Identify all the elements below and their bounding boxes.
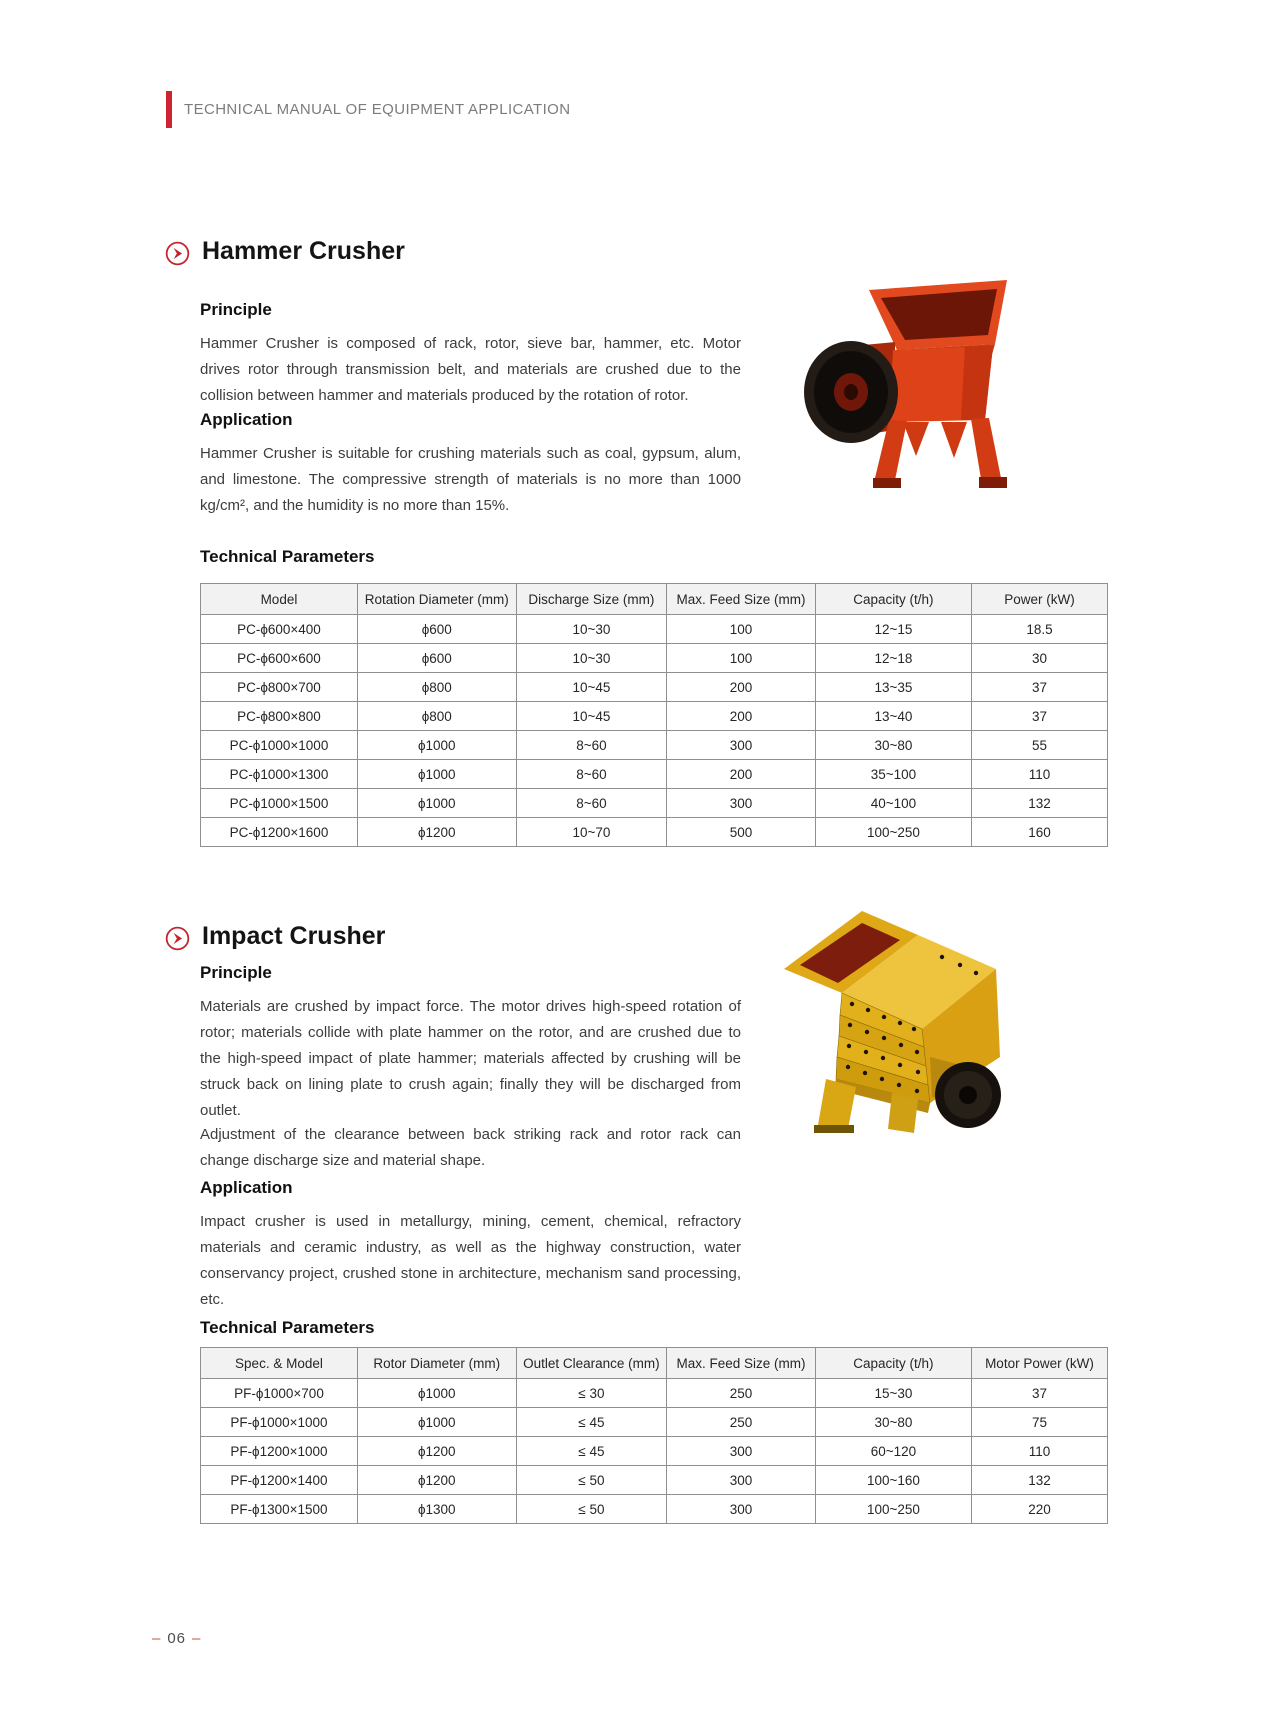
table-cell: ϕ1000: [357, 789, 516, 818]
table-cell: 10~30: [516, 615, 667, 644]
header-accent-bar: [166, 91, 172, 128]
impact-application-heading: Application: [200, 1178, 293, 1197]
column-header: Power (kW): [971, 584, 1107, 615]
table-cell: PC-ϕ800×700: [201, 673, 358, 702]
column-header: Spec. & Model: [201, 1348, 358, 1379]
table-cell: PF-ϕ1200×1400: [201, 1466, 358, 1495]
table-cell: ϕ1000: [357, 1379, 516, 1408]
table-cell: 250: [667, 1379, 816, 1408]
table-cell: ≤ 50: [516, 1495, 667, 1524]
table-row: [201, 818, 1108, 847]
impact-parameters-table: [200, 1347, 1108, 1524]
table-cell: ϕ1200: [357, 818, 516, 847]
table-cell: 10~45: [516, 673, 667, 702]
hammer-principle-heading: Principle: [200, 300, 272, 319]
table-cell: PF-ϕ1000×700: [201, 1379, 358, 1408]
table-cell: 10~45: [516, 702, 667, 731]
table-cell: ϕ800: [357, 673, 516, 702]
hammer-parameters-heading: Technical Parameters: [200, 547, 375, 566]
table-cell: PF-ϕ1300×1500: [201, 1495, 358, 1524]
table-cell: PC-ϕ600×600: [201, 644, 358, 673]
hammer-parameters-table: [200, 583, 1108, 847]
table-cell: ≤ 45: [516, 1408, 667, 1437]
column-header: Outlet Clearance (mm): [516, 1348, 667, 1379]
table-cell: 300: [667, 1466, 816, 1495]
table-cell: 12~15: [815, 615, 971, 644]
table-cell: ϕ1000: [357, 731, 516, 760]
table-cell: PF-ϕ1200×1000: [201, 1437, 358, 1466]
table-cell: PF-ϕ1000×1000: [201, 1408, 358, 1437]
table-cell: 100~250: [815, 818, 971, 847]
table-cell: 12~18: [815, 644, 971, 673]
impact-section-title: Impact Crusher: [202, 922, 386, 950]
table-cell: 300: [667, 1437, 816, 1466]
table-cell: 100: [667, 644, 816, 673]
page-number: [152, 1630, 201, 1647]
table-row: [201, 789, 1108, 818]
table-cell: 200: [667, 673, 816, 702]
table-cell: 37: [971, 702, 1107, 731]
table-row: [201, 644, 1108, 673]
column-header: Capacity (t/h): [815, 1348, 971, 1379]
section-bullet-arrow-icon: [165, 926, 190, 951]
table-row: [201, 615, 1108, 644]
table-cell: 220: [971, 1495, 1107, 1524]
hammer-application-heading: Application: [200, 410, 293, 429]
impact-crusher-image: [772, 897, 1016, 1145]
impact-application-paragraph: Impact crusher is used in metallurgy, mining, cement, chemical, refractory materials and ceramic industry, as well as the highway construction, water conservancy project, crushed stone in architecture, mechanism sand processing, etc.: [200, 1213, 741, 1308]
page-number-dash: –: [192, 1630, 202, 1647]
table-cell: ϕ1300: [357, 1495, 516, 1524]
table-cell: ϕ1200: [357, 1466, 516, 1495]
table-cell: 200: [667, 702, 816, 731]
table-cell: 10~30: [516, 644, 667, 673]
table-header-row: [201, 1348, 1108, 1379]
table-cell: 18.5: [971, 615, 1107, 644]
impact-principle-paragraph-1: Materials are crushed by impact force. The motor drives high-speed rotation of rotor; materials collide with plate hammer on the rotor, and are crushed due to the high-speed impact of plate hammer; materials affected by crushing will be struck back on lining plate to crush again; finally they will be discharged from outlet.: [200, 998, 741, 1119]
table-cell: 30~80: [815, 1408, 971, 1437]
table-cell: ϕ600: [357, 644, 516, 673]
hammer-application-paragraph: Hammer Crusher is suitable for crushing materials such as coal, gypsum, alum, and limestone. The compressive strength of materials is no more than 1000 kg/cm², and the humidity is no more than 15%.: [200, 445, 741, 514]
column-header: Max. Feed Size (mm): [667, 584, 816, 615]
table-cell: ϕ600: [357, 615, 516, 644]
table-cell: 13~35: [815, 673, 971, 702]
table-cell: ≤ 50: [516, 1466, 667, 1495]
table-cell: 300: [667, 789, 816, 818]
table-cell: 200: [667, 760, 816, 789]
table-cell: 132: [971, 1466, 1107, 1495]
table-cell: 40~100: [815, 789, 971, 818]
table-cell: 110: [971, 760, 1107, 789]
column-header: Rotation Diameter (mm): [357, 584, 516, 615]
page-header-title: TECHNICAL MANUAL OF EQUIPMENT APPLICATION: [184, 101, 571, 118]
table-row: [201, 1466, 1108, 1495]
column-header: Capacity (t/h): [815, 584, 971, 615]
table-cell: PC-ϕ1000×1500: [201, 789, 358, 818]
page-number-value: 06: [167, 1630, 187, 1647]
table-cell: 300: [667, 731, 816, 760]
table-cell: 10~70: [516, 818, 667, 847]
table-row: [201, 1437, 1108, 1466]
table-cell: 30~80: [815, 731, 971, 760]
page-number-dash: –: [152, 1630, 162, 1647]
table-cell: 37: [971, 1379, 1107, 1408]
impact-principle-paragraph-2: Adjustment of the clearance between back striking rack and rotor rack can change discharge size and material shape.: [200, 1126, 741, 1169]
table-cell: 8~60: [516, 731, 667, 760]
column-header: Rotor Diameter (mm): [357, 1348, 516, 1379]
section-bullet-arrow-icon: [165, 241, 190, 266]
hammer-section-title: Hammer Crusher: [202, 237, 405, 265]
table-row: [201, 760, 1108, 789]
table-cell: 250: [667, 1408, 816, 1437]
table-row: [201, 1379, 1108, 1408]
table-cell: 13~40: [815, 702, 971, 731]
hammer-crusher-image: [795, 280, 1011, 507]
hammer-principle-paragraph: Hammer Crusher is composed of rack, rotor, sieve bar, hammer, etc. Motor drives rotor through transmission belt, and materials are crushed due to the collision between hammer and materials produced by the rotation of rotor.: [200, 335, 741, 404]
table-cell: 110: [971, 1437, 1107, 1466]
table-row: [201, 731, 1108, 760]
column-header: Motor Power (kW): [971, 1348, 1107, 1379]
table-cell: 30: [971, 644, 1107, 673]
table-cell: 100~250: [815, 1495, 971, 1524]
table-cell: 8~60: [516, 789, 667, 818]
table-row: [201, 673, 1108, 702]
table-cell: 75: [971, 1408, 1107, 1437]
table-cell: 300: [667, 1495, 816, 1524]
table-cell: 8~60: [516, 760, 667, 789]
table-cell: 60~120: [815, 1437, 971, 1466]
table-cell: ϕ1000: [357, 760, 516, 789]
table-cell: 100: [667, 615, 816, 644]
table-cell: 500: [667, 818, 816, 847]
table-cell: ϕ1000: [357, 1408, 516, 1437]
table-header-row: [201, 584, 1108, 615]
impact-principle-heading: Principle: [200, 963, 272, 982]
table-cell: ≤ 30: [516, 1379, 667, 1408]
table-row: [201, 702, 1108, 731]
table-cell: ≤ 45: [516, 1437, 667, 1466]
table-cell: 15~30: [815, 1379, 971, 1408]
table-cell: ϕ1200: [357, 1437, 516, 1466]
table-cell: 55: [971, 731, 1107, 760]
table-cell: 37: [971, 673, 1107, 702]
column-header: Model: [201, 584, 358, 615]
table-cell: 132: [971, 789, 1107, 818]
column-header: Max. Feed Size (mm): [667, 1348, 816, 1379]
table-cell: PC-ϕ1000×1300: [201, 760, 358, 789]
column-header: Discharge Size (mm): [516, 584, 667, 615]
table-cell: PC-ϕ800×800: [201, 702, 358, 731]
table-cell: 100~160: [815, 1466, 971, 1495]
table-cell: PC-ϕ600×400: [201, 615, 358, 644]
table-cell: PC-ϕ1000×1000: [201, 731, 358, 760]
table-cell: PC-ϕ1200×1600: [201, 818, 358, 847]
impact-parameters-heading: Technical Parameters: [200, 1318, 375, 1337]
table-cell: 160: [971, 818, 1107, 847]
table-cell: 35~100: [815, 760, 971, 789]
table-row: [201, 1408, 1108, 1437]
table-cell: ϕ800: [357, 702, 516, 731]
table-row: [201, 1495, 1108, 1524]
